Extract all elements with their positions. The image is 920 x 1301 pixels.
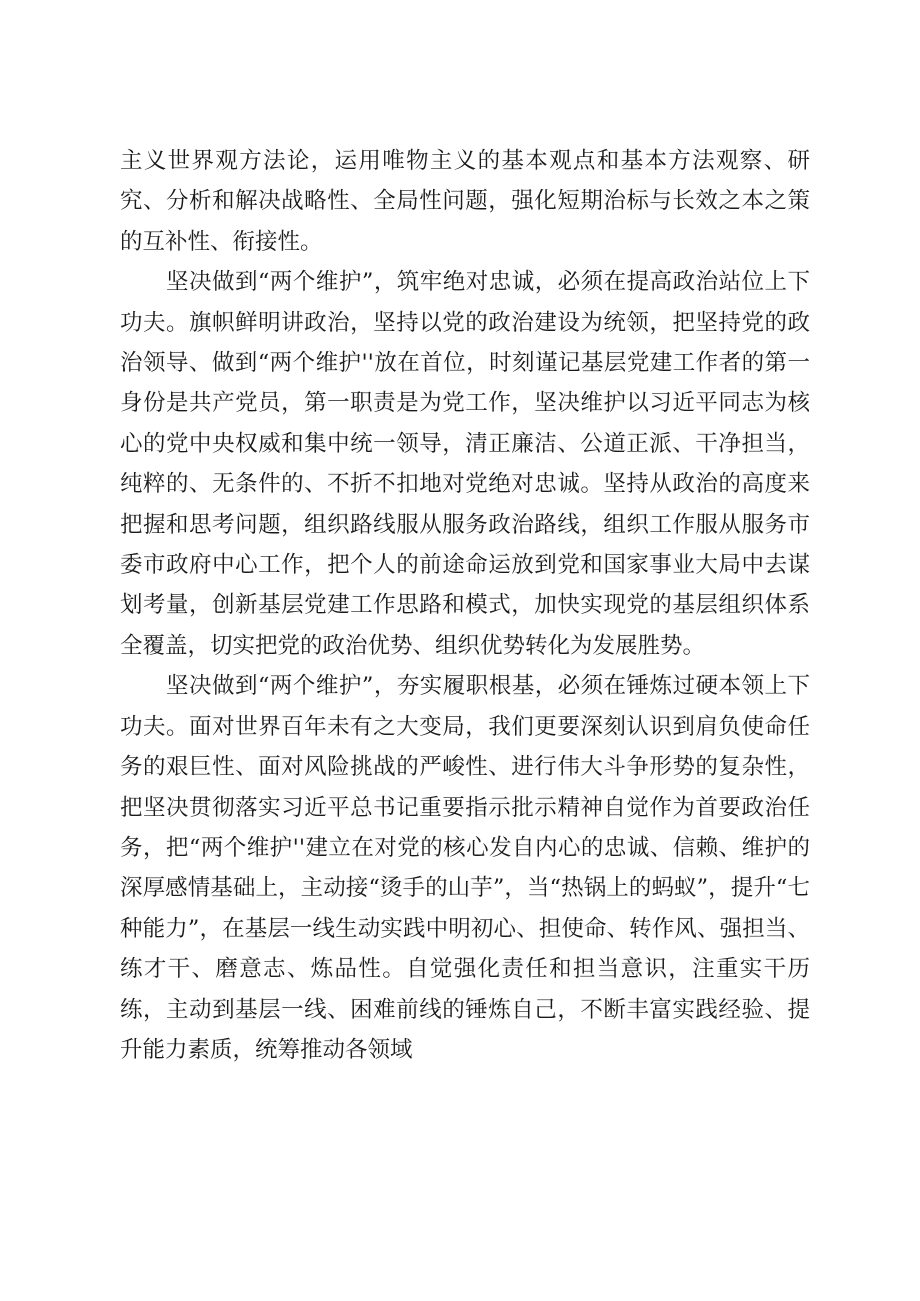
paragraph-skills-tempering: 坚决做到“两个维护”，夯实履职根基，必须在锤炼过硬本领上下功夫。面对世界百年未有之大变局，我们更要深刻认识到肩负使命任务的艰巨性、面对风险挑战的严峻性、进行伟大斗争形势的复杂性，把坚决贯彻落实习近平总书记重要指示批示精神自觉作为首要政治任务，把“两个维护''建立在对党的核心发自内心的忠诚、信赖、维护的深厚感情基础上，主动接“烫手的山芋”，当“热锅上的蚂蚁”，提升“七种能力”，在基层一线生动实践中明初心、担使命、转作风、强担当、练才干、磨意志、炼品性。自觉强化责任和担当意识，注重实干历练，主动到基层一线、困难前线的锤炼自己，不断丰富实践经验、提升能力素质，统筹推动各领域 bbox=[120, 673, 810, 1063]
document-body bbox=[120, 141, 810, 1070]
paragraph-continuation: 主义世界观方法论，运用唯物主义的基本观点和基本方法观察、研究、分析和解决战略性、全局性问题，强化短期治标与长效之本之策的互补性、衔接性。 bbox=[120, 148, 810, 255]
paragraph-political-standing: 坚决做到“两个维护”，筑牢绝对忠诚，必须在提高政治站位上下功夫。旗帜鲜明讲政治，坚持以党的政治建设为统领，把坚持党的政治领导、做到“两个维护''放在首位，时刻谨记基层党建工作者的第一身份是共产党员，第一职责是为党工作，坚决维护以习近平同志为核心的党中央权威和集中统一领导，清正廉洁、公道正派、干净担当，纯粹的、无条件的、不折不扣地对党绝对忠诚。坚持从政治的高度来把握和思考问题，组织路线服从服务政治路线，组织工作服从服务市委市政府中心工作，把个人的前途命运放到党和国家事业大局中去谋划考量，创新基层党建工作思路和模式，加快实现党的基层组织体系全覆盖，切实把党的政治优势、组织优势转化为发展胜势。 bbox=[120, 269, 810, 659]
